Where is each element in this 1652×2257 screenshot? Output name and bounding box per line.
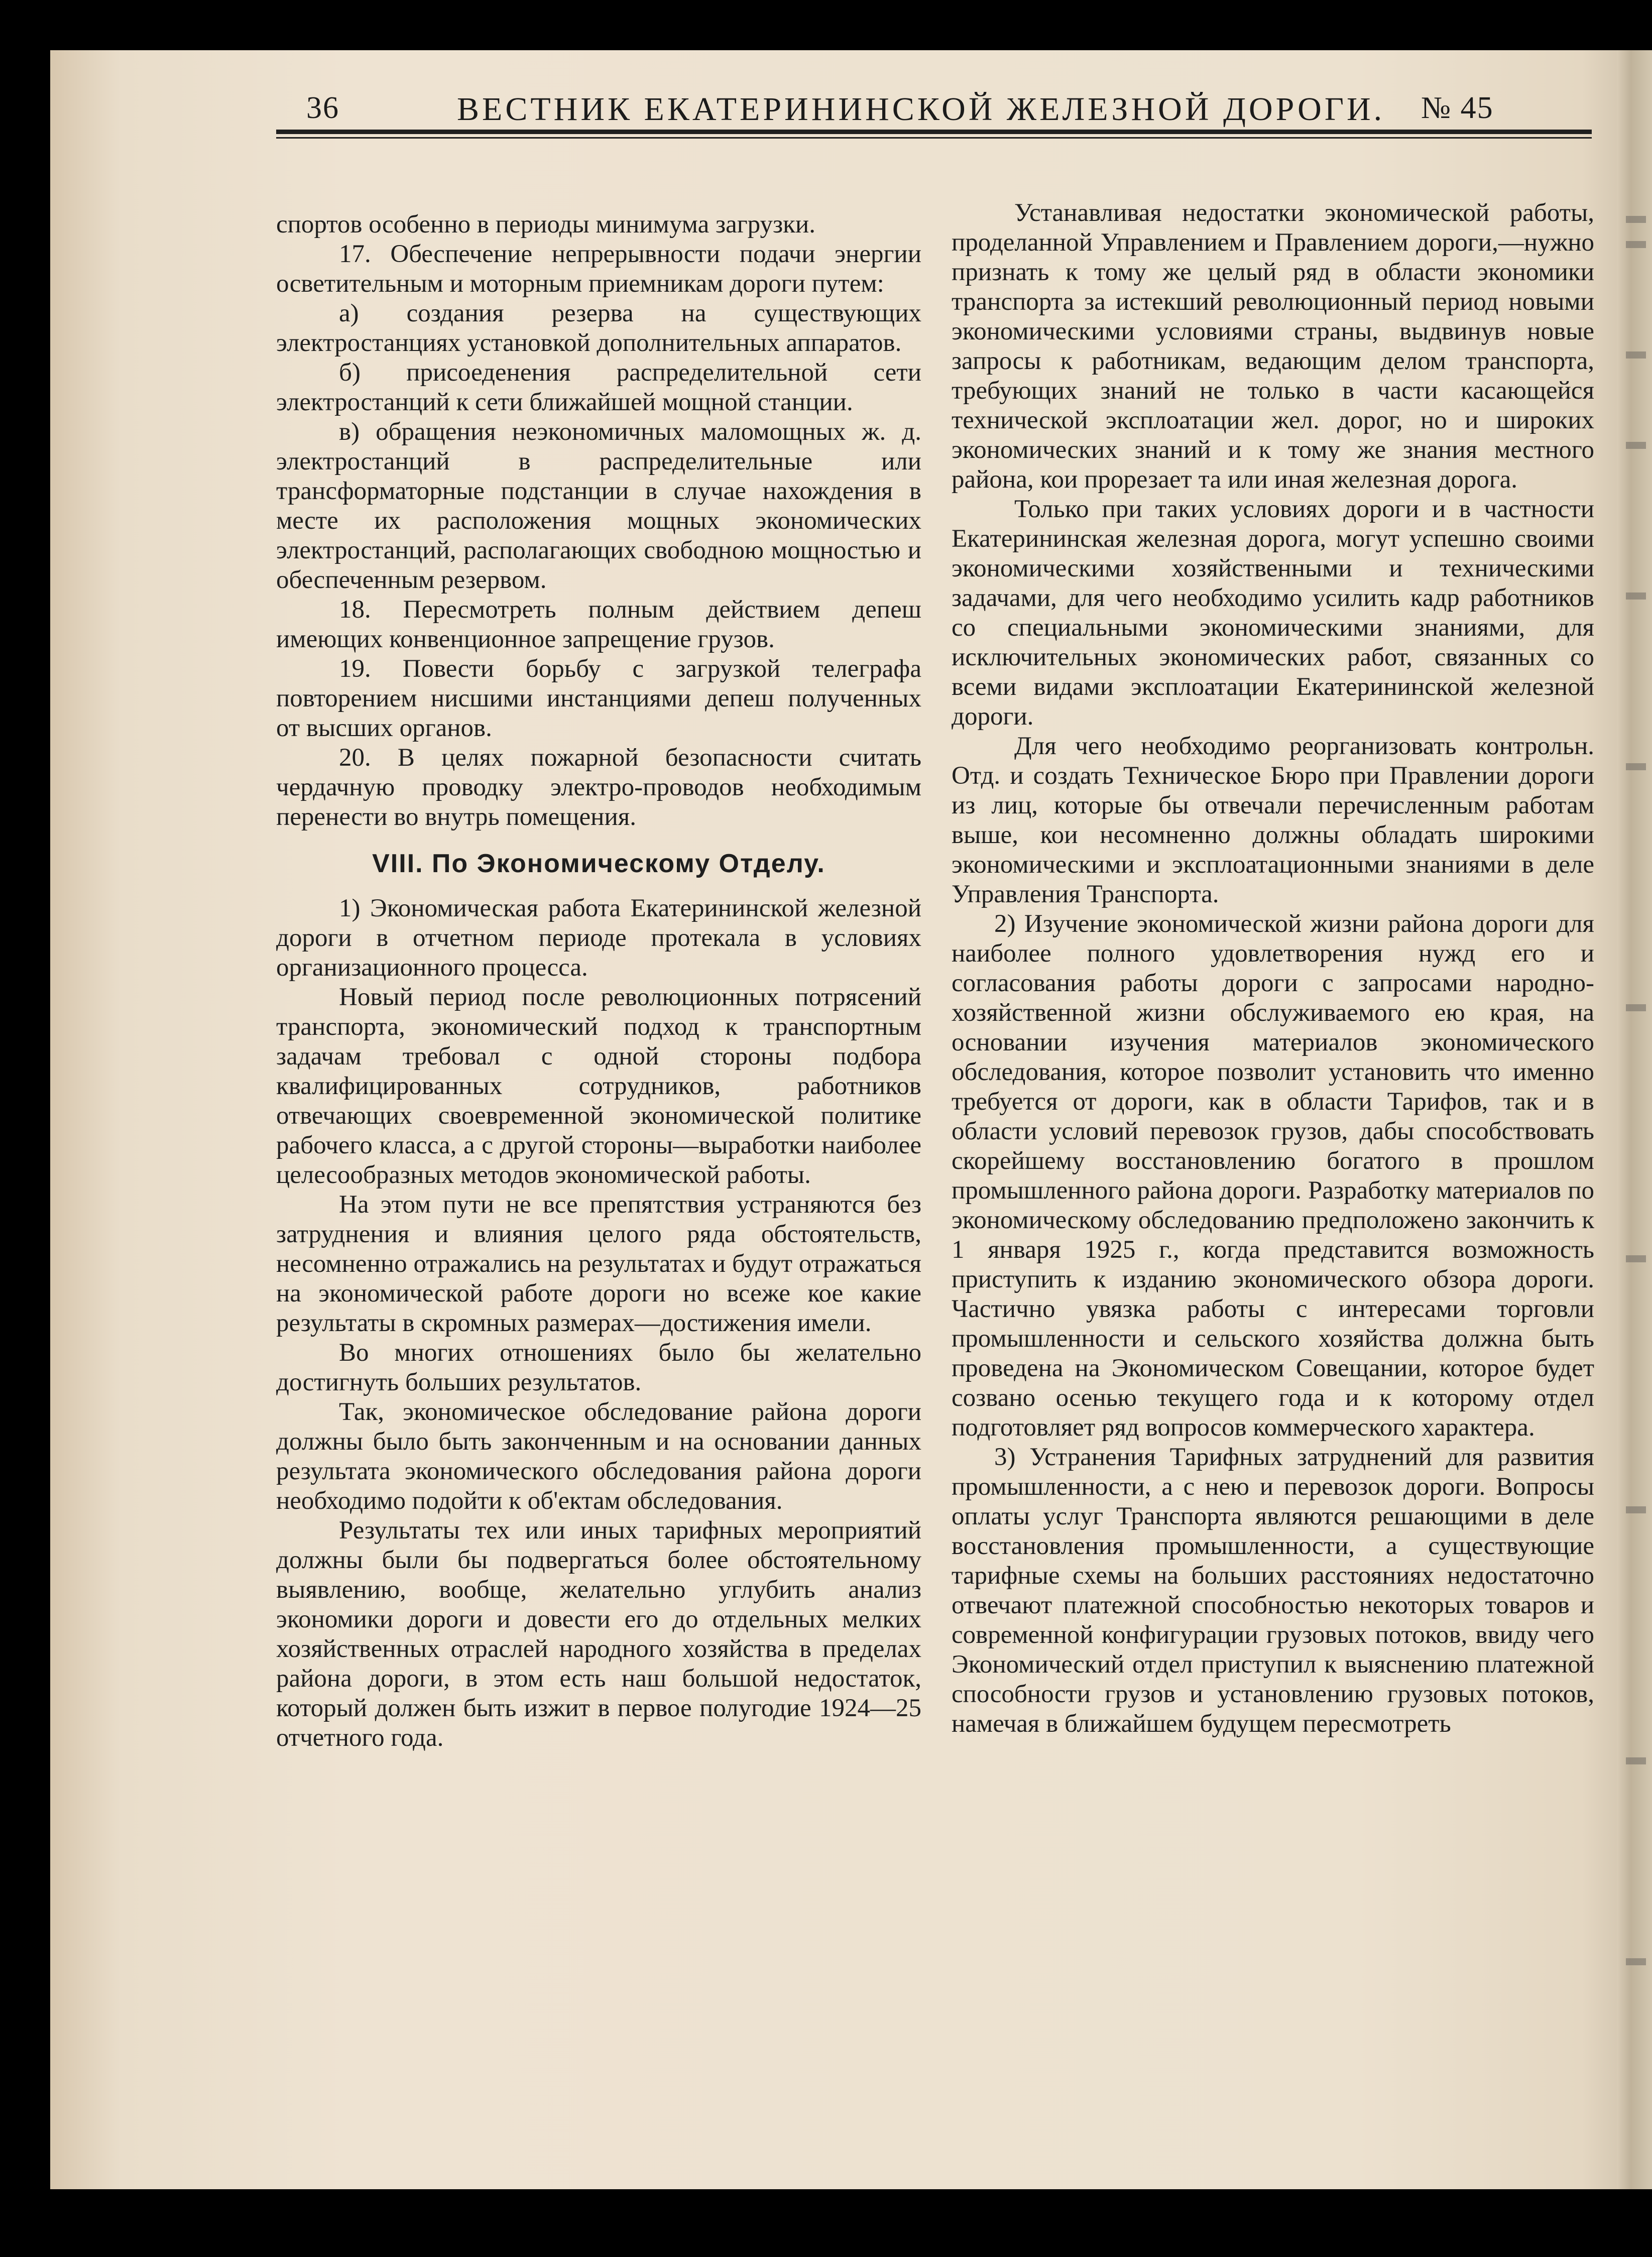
paragraph: Результаты тех или иных тарифных мероприятий должны были бы подвергаться более обстоятельному выявлению, вообще, желательно углубить анализ экономики дороги и довести его до отдельных мелких хозяйственных отраслей народного хозяйства в пределах района дороги, в этом есть наш большой недостаток, который должен быть изжит в первое полугодие 1924—25 отчетного года.	[276, 1516, 921, 1752]
right-column	[952, 198, 1594, 1739]
paragraph: Так, экономическое обследование района дороги должны было быть законченным и на основании данных результата экономического обследования района дороги необходимо подойти к об'ектам обследования.	[276, 1398, 921, 1515]
next-page-edge	[1617, 50, 1652, 2189]
section-heading: VIII. По Экономическому Отделу.	[372, 849, 825, 878]
paragraph: Для чего необходимо реорганизовать контрольн. Отд. и создать Техническое Бюро при Правлении дороги из лиц, которые бы отвечали перечисленным работам выше, кои несомненно должны обладать широкими экономическими и эксплоатационными знаниями в деле Управления Транспорта.	[952, 732, 1594, 908]
paragraph: 18. Пересмотреть полным действием депеш имеющих конвенционное запрещение грузов.	[276, 596, 921, 653]
header-rule-thin	[276, 137, 1592, 139]
paragraph: Во многих отношениях было бы желательно достигнуть больших результатов.	[276, 1339, 921, 1396]
paragraph: в) обращения неэкономичных маломощных ж. д. электростанций в распределительные или трансформаторные подстанции в случае нахождения в месте их расположения мощных экономических электростанций, располагающих свободною мощностью и обеспеченным резервом.	[276, 418, 921, 594]
paragraph: На этом пути не все препятствия устраняются без затруднения и влияния целого ряда обстоятельств, несомненно отражались на результатах и будут отражаться на экономической работе дороги но всеже кое какие результаты в скромных размерах—достижения имели.	[276, 1191, 921, 1337]
edge-mark	[1626, 763, 1646, 770]
edge-mark	[1626, 1004, 1646, 1011]
paragraph: 19. Повести борьбу с загрузкой телеграфа повторением нисшими инстанциями депеш полученных от высших органов.	[276, 655, 921, 742]
edge-mark	[1626, 241, 1646, 248]
edge-mark	[1626, 216, 1646, 223]
paragraph: 20. В целях пожарной безопасности считать чердачную проводку электро-проводов необходимым перенести во внутрь помещения.	[276, 744, 921, 831]
paragraph: а) создания резерва на существующих электростанциях установкой дополнительных аппаратов.	[276, 299, 921, 357]
paragraph: 2) Изучение экономической жизни района дороги для наиболее полного удовлетворения нужд его и согласования работы дороги с запросами народно-хозяйственной жизни обслуживаемого ею края, на основании изучения материалов экономического обследования, которое позволит установить что именно требуется от дороги, как в области Тарифов, так и в области условий перевозок грузов, дабы способствовать скорейшему восстановлению богатого в прошлом промышленного района дороги. Разработку материалов по экономическому обследованию предположено закончить к 1 января 1925 г., когда представится возможность приступить к изданию экономического обзора дороги. Частично увязка работы с интересами торговли промышленности и сельского хозяйства должна быть проведена на Экономическом Совещании, которое будет созвано осенью текущего года и к которому отдел подготовляет ряд вопросов коммерческого характера.	[952, 910, 1594, 1442]
paragraph: Новый период после революционных потрясений транспорта, экономический подход к транспортным задачам требовал с одной стороны подбора квалифицированных сотрудников, работников отвечающих своевременной экономической политике рабочего класса, а с другой стороны—выработки наиболее целесообразных методов экономической работы.	[276, 983, 921, 1189]
edge-mark	[1626, 351, 1646, 359]
paragraph: 17. Обеспечение непрерывности подачи энергии осветительным и моторным приемникам дороги путем:	[276, 240, 921, 298]
paragraph: б) присоеденения распределительной сети электростанций к сети ближайшей мощной станции.	[276, 359, 921, 416]
edge-mark	[1626, 592, 1646, 600]
edge-mark	[1626, 1255, 1646, 1262]
journal-title: ВЕСТНИК ЕКАТЕРИНИНСКОЙ ЖЕЛЕЗНОЙ ДОРОГИ.	[457, 91, 1385, 128]
edge-mark	[1626, 1757, 1646, 1764]
left-column	[276, 151, 921, 1753]
page-number: 36	[306, 91, 339, 125]
paragraph: Устанавливая недостатки экономической работы, проделанной Управлением и Правлением дороги,—нужно признать к тому же целый ряд в области экономики транспорта за истекший революционный период новыми экономическими условиями страны, выдвинув новые запросы к работникам, ведающим делом транспорта, требующих знаний не только в части касающейся технической эксплоатации жел. дорог, но и широких экономических знаний и к тому же знания местного района, кои прорезает та или иная железная дорога.	[952, 199, 1594, 494]
header-rule	[276, 130, 1592, 134]
paragraph: спортов особенно в периоды минимума загрузки.	[276, 210, 815, 239]
paragraph: Только при таких условиях дороги и в частности Екатерининская железная дорога, могут успешно своими экономическими хозяйственными и техническими задачами, для чего необходимо усилить кадр работников со специальными экономическими знаниями, для исключительных экономических работ, связанных со всеми видами эксплоатации Екатерининской железной дороги.	[952, 495, 1594, 731]
issue-number: № 45	[1421, 91, 1494, 125]
edge-mark	[1626, 1506, 1646, 1513]
paragraph: 1) Экономическая работа Екатерининской железной дороги в отчетном периоде протекала в условиях организационного процесса.	[276, 894, 921, 982]
edge-mark	[1626, 1958, 1646, 1965]
paragraph: 3) Устранения Тарифных затруднений для развития промышленности, а с нею и перевозок дороги. Вопросы оплаты услуг Транспорта являются решающими в деле восстановления промышленности, а существующие тарифные схемы на больших расстояниях недостаточно отвечают платежной способностью некоторых товаров и современной конфигурации грузовых потоков, ввиду чего Экономический отдел приступил к выяснению платежной способности грузов и установлению грузовых потоков, намечая в ближайшем будущем пересмотреть	[952, 1443, 1594, 1738]
edge-mark	[1626, 442, 1646, 449]
